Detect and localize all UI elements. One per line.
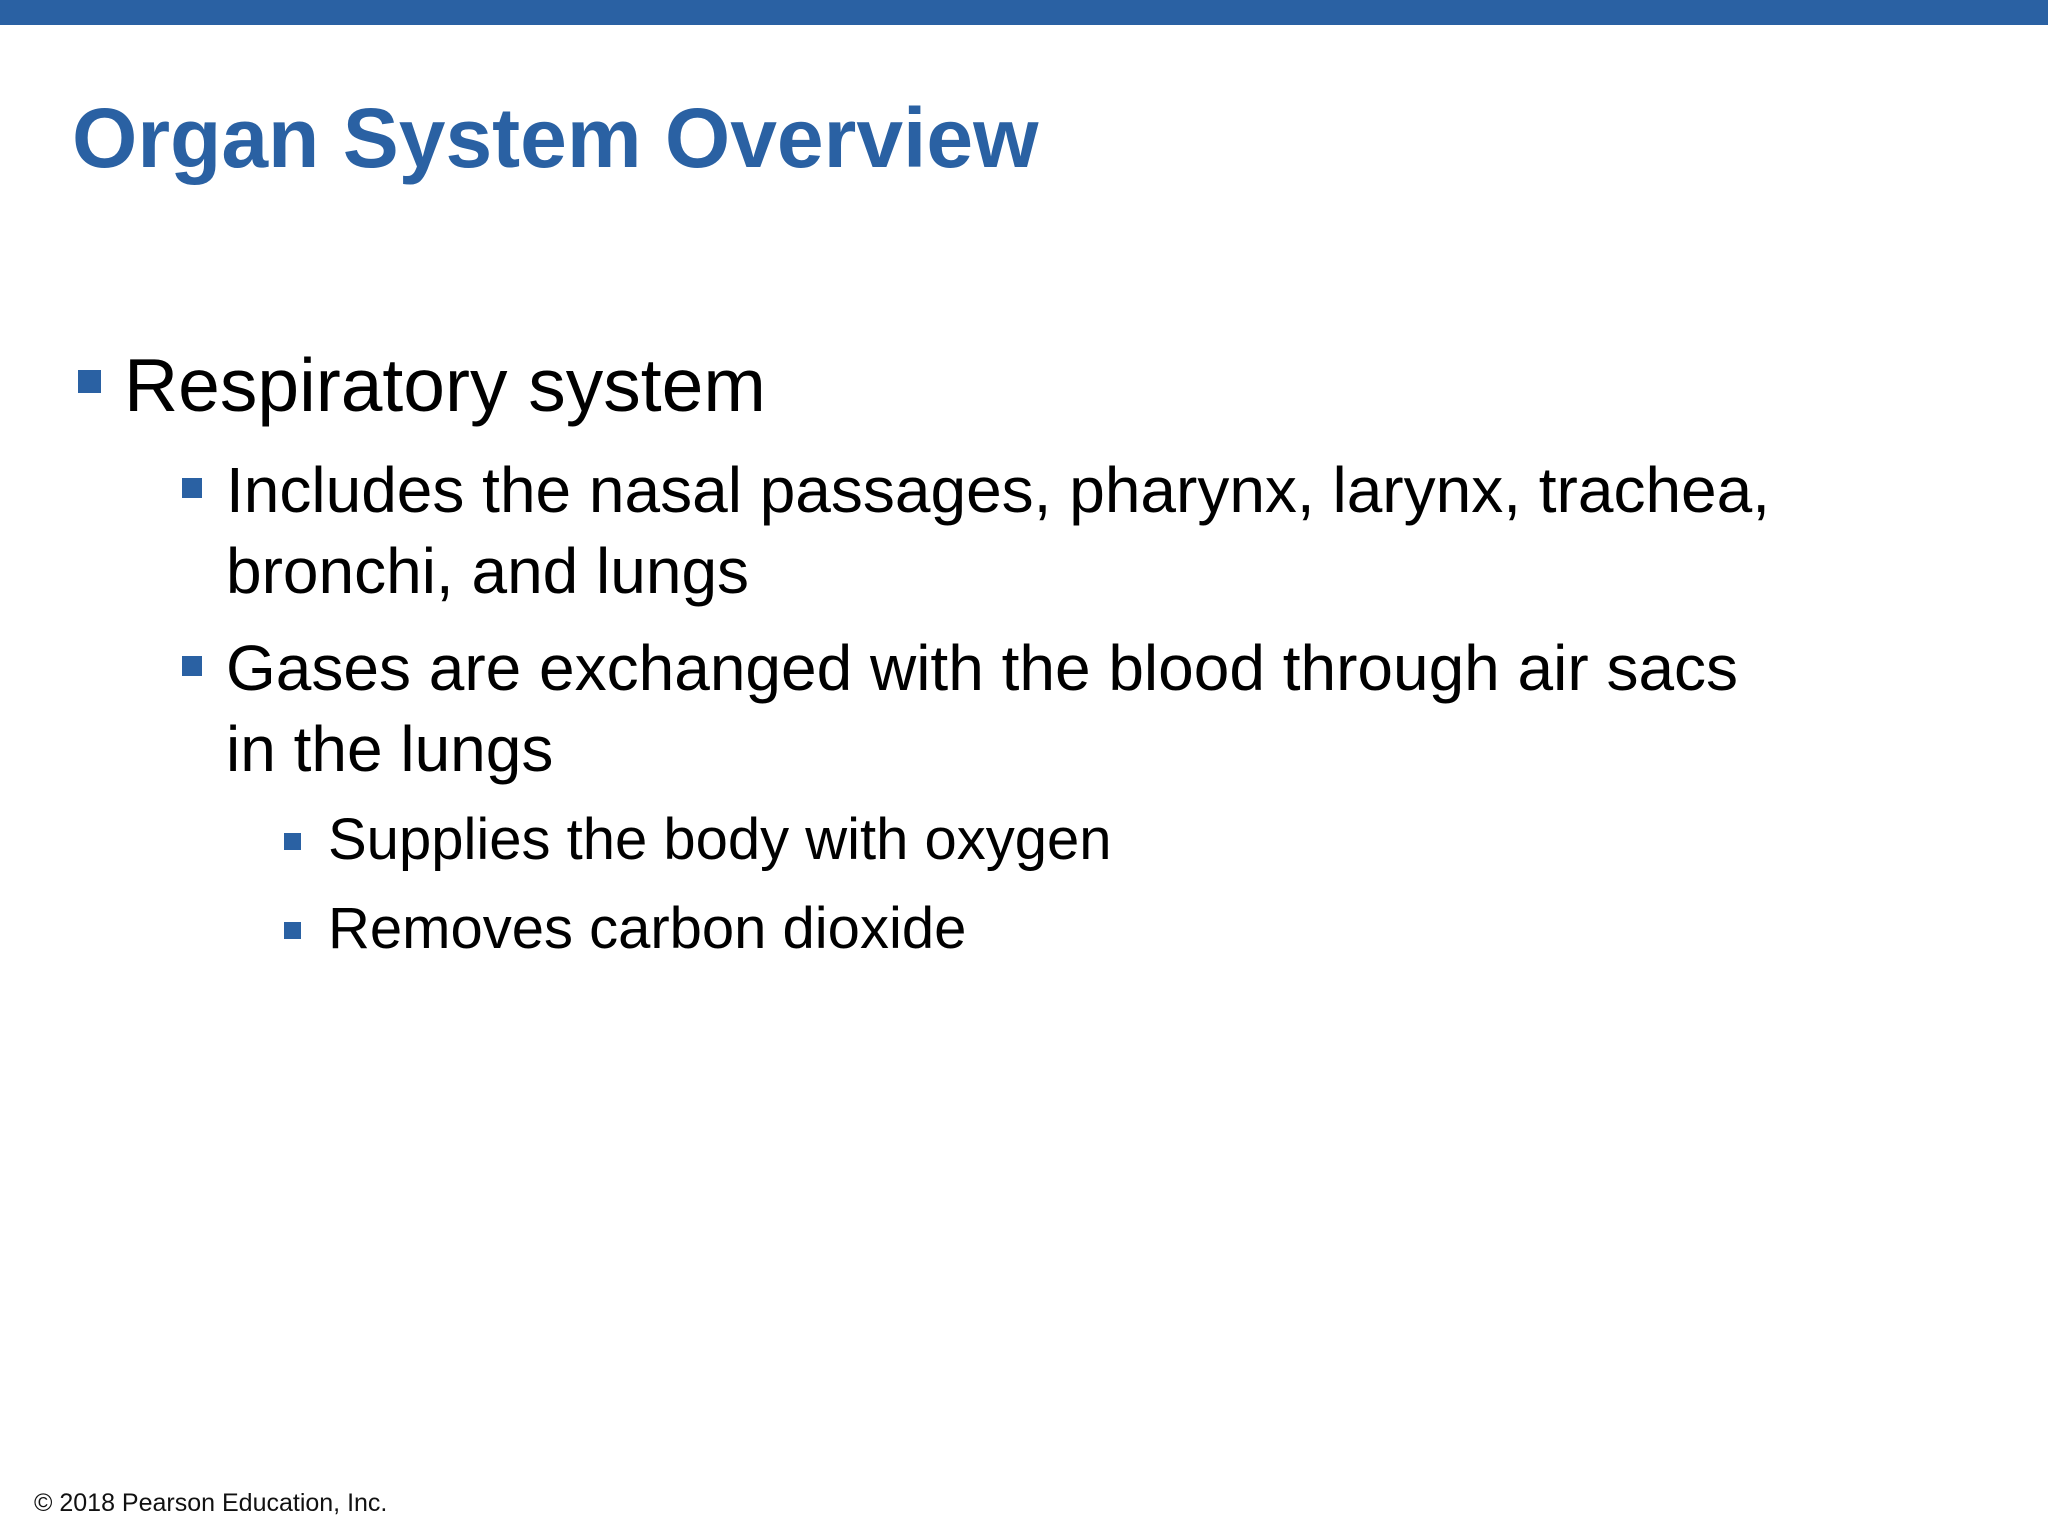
slide-title: Organ System Overview — [72, 91, 1039, 185]
bullet-text-line-2: bronchi, and lungs — [226, 535, 750, 607]
bullet-text-line-1: Includes the nasal passages, pharynx, larynx, trachea, — [226, 454, 1770, 526]
square-bullet-icon — [284, 922, 301, 939]
bullet-text: Removes carbon dioxide — [328, 896, 967, 961]
square-bullet-icon — [182, 656, 202, 676]
square-bullet-icon — [182, 478, 202, 498]
bullet-text-line-1: Gases are exchanged with the blood through air sacs — [226, 632, 1739, 704]
copyright-footer: © 2018 Pearson Education, Inc. — [34, 1489, 388, 1517]
bullet-text-line-2: in the lungs — [226, 713, 554, 785]
square-bullet-icon — [78, 370, 101, 393]
bullet-text: Supplies the body with oxygen — [328, 807, 1112, 872]
bullet-text: Respiratory system — [124, 343, 766, 427]
top-accent-bar — [0, 0, 2048, 25]
square-bullet-icon — [284, 833, 301, 850]
